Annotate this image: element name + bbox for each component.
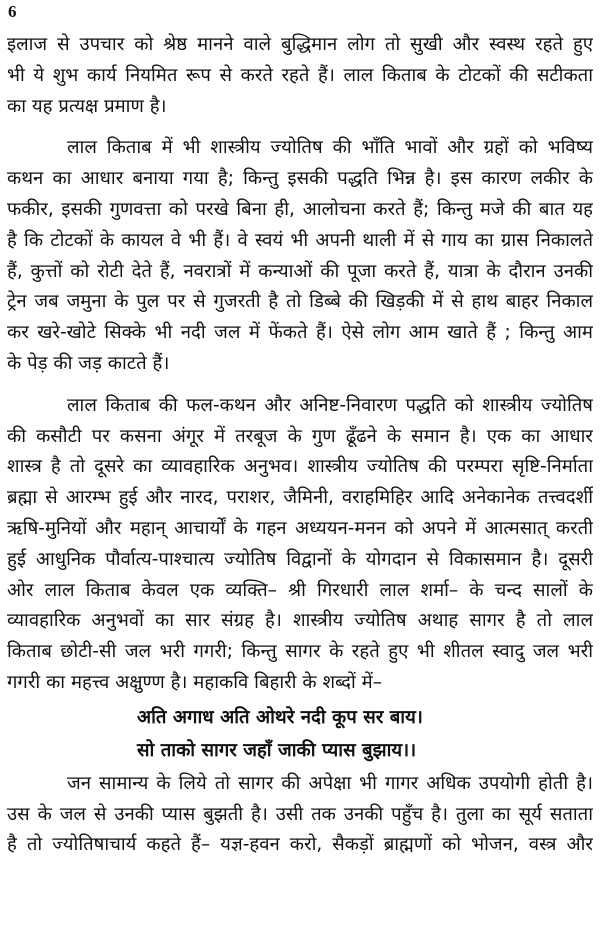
text-line: फकीर, इसकी गुणवत्ता को परखे बिना ही, आलोचना करते हैं; किन्तु मजे की बात यह: [7, 198, 593, 220]
text-line: कथन का आधार बनाया गया है; किन्तु इसकी पद्धति भिन्न है। इस कारण लकीर के: [7, 168, 593, 190]
text-line: के पेड़ की जड़ काटते हैं।: [7, 352, 170, 374]
text-line: हैं, कुत्तों को रोटी देते हैं, नवरात्रों में कन्याओं की पूजा करते हैं, यात्रा के दौरान उनकी: [7, 260, 593, 282]
text-line: है तो ज्योतिषाचार्य कहते हैं– यज्ञ-हवन करो, सैकड़ों ब्राह्मणों को भोजन, वस्त्र और: [7, 834, 593, 856]
text-line: ट्रेन जब जमुना के पुल पर से गुजरती है तो डिब्बे की खिड़की में से हाथ बाहर निकाल: [7, 291, 593, 313]
text-line: इलाज से उपचार को श्रेष्ठ मानने वाले बुद्धिमान लोग तो सुखी और स्वस्थ रहते हुए: [7, 34, 593, 55]
verse-quote: [7, 701, 593, 767]
verse-line: अति अगाध अति ओथरे नदी कूप सर बाय।: [137, 706, 423, 728]
text-line: उस के जल से उनकी प्यास बुझती है। उसी तक उनकी पहुँच है। तुला का सूर्य सताता: [7, 803, 593, 825]
paragraph-2: [7, 133, 593, 379]
text-line: हुई आधुनिक पौर्वात्य-पाश्चात्य ज्योतिष विद्वानों के योगदान से विकासमान है। दूसरी: [7, 548, 593, 570]
text-line: लाल किताब की फल-कथन और अनिष्ट-निवारण पद्धति को शास्त्रीय ज्योतिष: [67, 394, 593, 416]
text-line: ऋषि-मुनियों और महान् आचार्यों के गहन अध्ययन-मनन को अपने में आत्मसात् करती: [7, 517, 593, 539]
text-line: ओर लाल किताब केवल एक व्यक्ति– श्री गिरधारी लाल शर्मा– के चन्द सालों के: [7, 579, 593, 601]
text-line: कर खरे-खोटे सिक्के भी नदी जल में फेंकते हैं। ऐसे लोग आम खाते हैं ; किन्तु आम: [7, 322, 593, 344]
text-line: गगरी का महत्त्व अक्षुण्ण है। महाकवि बिहारी के शब्दों में–: [7, 671, 382, 693]
verse-line: सो ताको सागर जहाँ जाकी प्यास बुझाय।।: [137, 739, 417, 761]
text-line: की कसौटी पर कसना अंगूर में तरबूज के गुण ढूँढने के समान है। एक का आधार: [7, 425, 593, 447]
paragraph-3: [7, 391, 593, 699]
paragraph-4: [7, 769, 593, 861]
text-line: है कि टोटकों के कायल वे भी हैं। वे स्वयं भी अपनी थाली में से गाय का ग्रास निकालते: [7, 229, 593, 251]
text-line: लाल किताब में भी शास्त्रीय ज्योतिष की भाँति भावों और ग्रहों को भविष्य: [67, 137, 593, 159]
text-line: भी ये शुभ कार्य नियमित रूप से करते रहते हैं। लाल किताब के टोटकों की सटीकता: [7, 64, 593, 86]
page-body: [7, 30, 593, 872]
text-line: व्यावहारिक अनुभवों का सार संग्रह है। शास्त्रीय ज्योतिष अथाह सागर है तो लाल: [7, 610, 593, 632]
text-line: शास्त्र है तो दूसरे का व्यावहारिक अनुभव। शास्त्रीय ज्योतिष की परम्परा सृष्टि-निर्माता: [7, 456, 593, 478]
paragraph-1: [7, 30, 593, 122]
text-line: का यह प्रत्यक्ष प्रमाण है।: [7, 95, 167, 117]
text-line: किताब छोटी-सी जल भरी गगरी; किन्तु सागर के रहते हुए भी शीतल स्वादु जल भरी: [7, 641, 593, 663]
text-line: जन सामान्य के लिये तो सागर की अपेक्षा भी गागर अधिक उपयोगी होती है।: [67, 772, 593, 794]
page-number: 6: [8, 2, 17, 21]
text-line: ब्रह्मा से आरम्भ हुई और नारद, पराशर, जैमिनी, वराहमिहिर आदि अनेकानेक तत्त्वदर्शी: [7, 487, 593, 509]
